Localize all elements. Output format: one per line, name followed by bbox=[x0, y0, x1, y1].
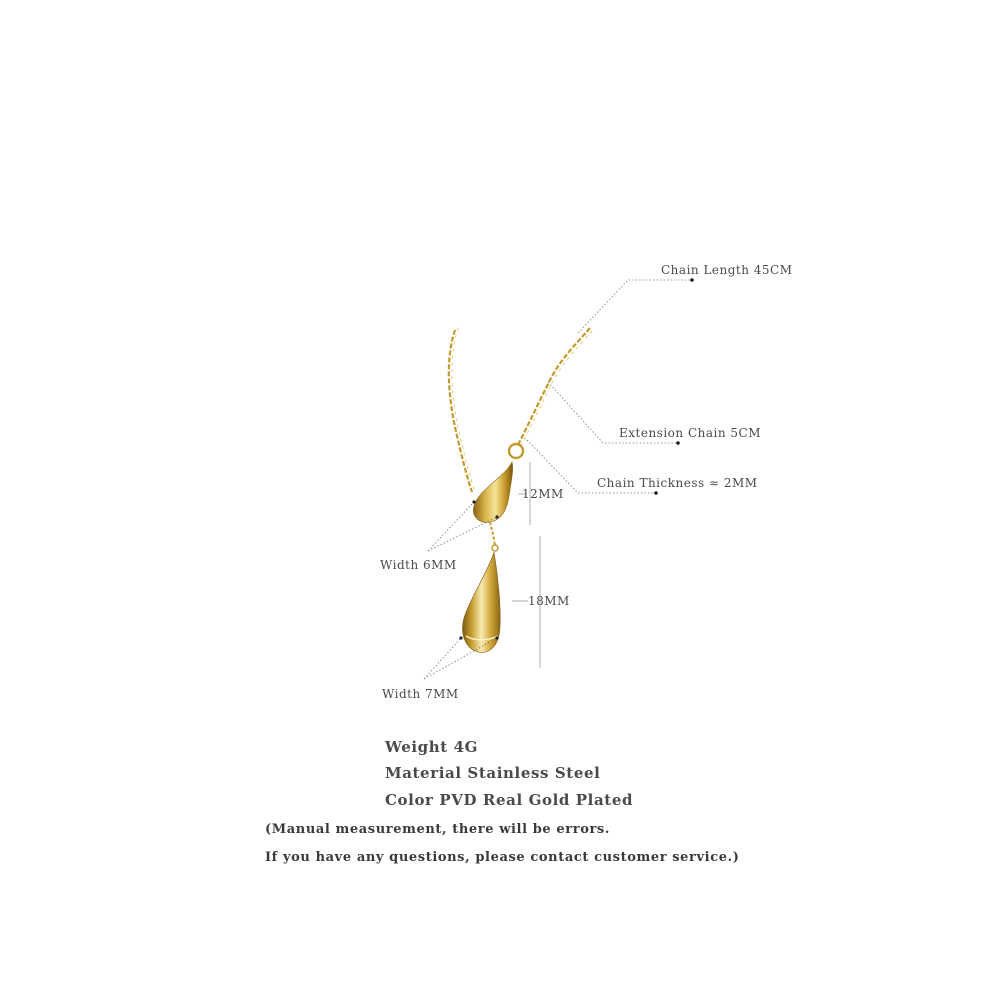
extension-chain-label: Extension Chain 5CM bbox=[619, 426, 761, 440]
small-pendant-width-label: Width 6MM bbox=[380, 558, 457, 572]
small-teardrop-pendant bbox=[473, 462, 512, 522]
chain-left-strand bbox=[449, 328, 475, 492]
disclaimer-line-1: (Manual measurement, there will be errors. bbox=[265, 822, 610, 837]
jump-ring bbox=[509, 444, 523, 458]
spec-color: Color PVD Real Gold Plated bbox=[385, 791, 634, 809]
spec-material: Material Stainless Steel bbox=[385, 764, 601, 782]
small-pendant-height-label: 12MM bbox=[522, 487, 564, 501]
chain-thickness-label: Chain Thickness ≈ 2MM bbox=[597, 476, 758, 490]
connector-ring bbox=[492, 545, 498, 551]
large-pendant-height-label: 18MM bbox=[528, 594, 570, 608]
connector-chain bbox=[490, 522, 495, 546]
disclaimer-line-2: If you have any questions, please contact customer service.) bbox=[265, 850, 740, 865]
chain-length-label: Chain Length 45CM bbox=[661, 263, 793, 277]
chain-right-strand bbox=[518, 328, 592, 448]
large-pendant-width-label: Width 7MM bbox=[382, 687, 459, 701]
spec-weight: Weight 4G bbox=[385, 738, 479, 756]
